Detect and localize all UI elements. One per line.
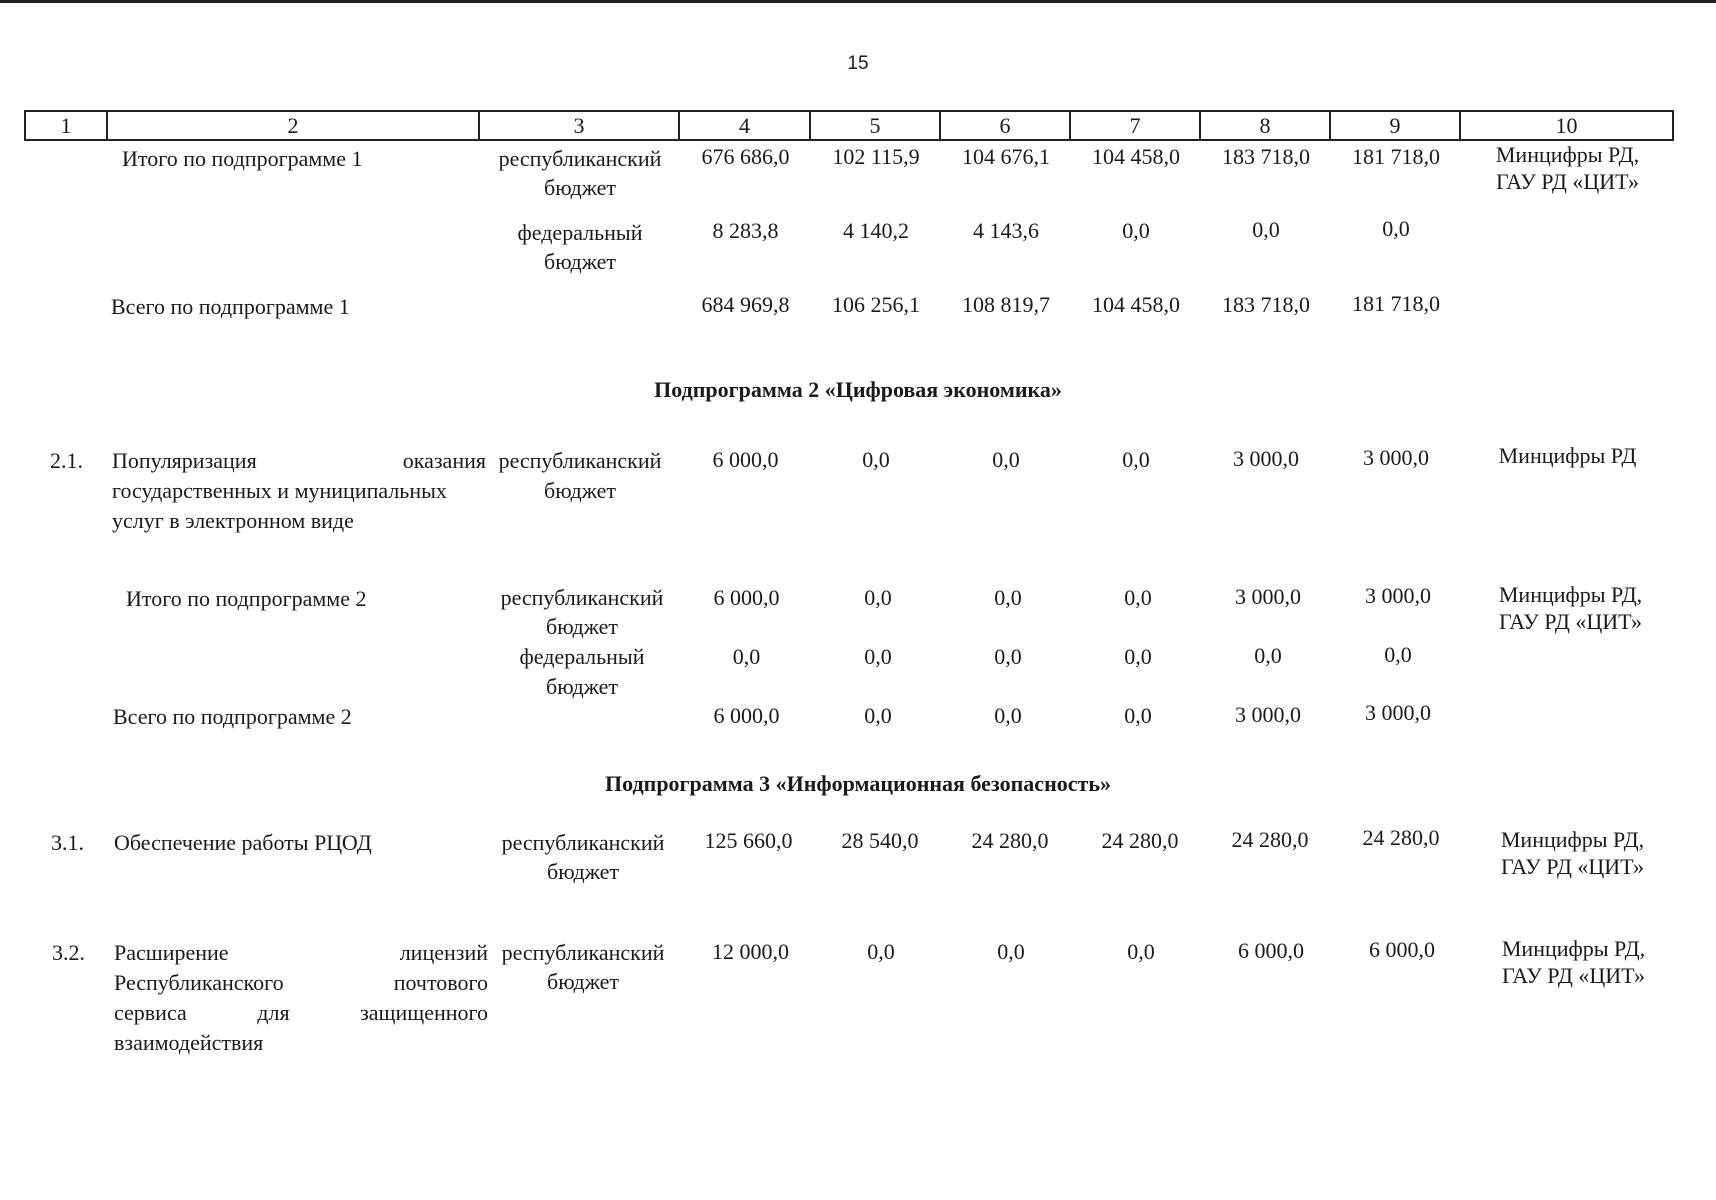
row-3-2-text-line-1 xyxy=(114,938,488,968)
row-3-2-text-line-4 xyxy=(114,1028,488,1058)
row-3-1-executor-line-1: Минцифры РД, xyxy=(1500,827,1645,852)
row-3-2-word: Республиканского xyxy=(114,970,284,995)
itogo-1-executor-line-2: ГАУ РД «ЦИТ» xyxy=(1495,169,1640,194)
column-number-header xyxy=(24,110,1674,141)
row-2-1-source-line-2: бюджет xyxy=(544,478,616,503)
itogo-2-fed-col-4: 0,0 xyxy=(732,644,761,669)
itogo-1-rep-col-8: 183 718,0 xyxy=(1222,144,1310,169)
row-3-1-col-6: 24 280,0 xyxy=(971,828,1049,853)
row-2-1-text-line-1 xyxy=(112,446,486,476)
itogo-2-fed-col-7: 0,0 xyxy=(1124,644,1152,669)
itogo-2-fed-source-line-1: федеральный xyxy=(519,644,645,669)
subprogram-2-heading: Подпрограмма 2 «Цифровая экономика» xyxy=(654,377,1062,402)
itogo-2-rep-col-7: 0,0 xyxy=(1124,585,1152,610)
header-col-2: 2 xyxy=(107,111,479,140)
row-2-1-col-5: 0,0 xyxy=(862,447,890,472)
row-3-1-source-line-2: бюджет xyxy=(547,859,619,884)
vsego-2-col-9: 3 000,0 xyxy=(1365,700,1431,725)
itogo-1-rep-col-5: 102 115,9 xyxy=(832,144,920,169)
itogo-1-rep-col-4: 676 686,0 xyxy=(701,144,790,169)
row-3-2-col-4: 12 000,0 xyxy=(712,939,789,964)
itogo-1-rep-source-line-2: бюджет xyxy=(544,175,616,200)
itogo-1-fed-col-8: 0,0 xyxy=(1252,217,1280,242)
row-2-1-executor: Минцифры РД xyxy=(1498,443,1637,468)
itogo-2-rep-col-9: 3 000,0 xyxy=(1365,583,1431,608)
itogo-2-rep-source-line-1: республиканский xyxy=(500,585,664,610)
row-3-2-text xyxy=(114,938,488,1058)
vsego-2-label: Всего по подпрограмме 2 xyxy=(113,704,352,729)
itogo-1-fed-col-7: 0,0 xyxy=(1122,218,1150,243)
row-3-1-col-9: 24 280,0 xyxy=(1362,825,1440,850)
row-3-2-col-9: 6 000,0 xyxy=(1369,937,1435,962)
row-3-1-executor-line-2: ГАУ РД «ЦИТ» xyxy=(1500,854,1645,879)
row-2-1-number: 2.1. xyxy=(50,448,83,473)
row-3-2-word: Расширение xyxy=(114,940,229,965)
itogo-2-label: Итого по подпрограмме 2 xyxy=(126,586,367,611)
itogo-2-fed-col-5: 0,0 xyxy=(864,644,892,669)
itogo-2-rep-col-8: 3 000,0 xyxy=(1235,584,1301,609)
row-3-1-col-7: 24 280,0 xyxy=(1101,828,1179,853)
vsego-1-col-5: 106 256,1 xyxy=(832,292,920,317)
vsego-2-col-7: 0,0 xyxy=(1124,703,1152,728)
itogo-1-rep-col-7: 104 458,0 xyxy=(1092,144,1180,169)
row-3-1-col-4: 125 660,0 xyxy=(704,828,793,853)
row-3-2-source-line-2: бюджет xyxy=(547,969,619,994)
itogo-2-executor-line-1: Минцифры РД, xyxy=(1498,582,1643,607)
header-col-8: 8 xyxy=(1200,111,1330,140)
page-number: 15 xyxy=(847,53,869,74)
row-2-1-col-8: 3 000,0 xyxy=(1233,446,1299,471)
itogo-1-rep-col-6: 104 676,1 xyxy=(962,144,1050,169)
itogo-2-fed-col-8: 0,0 xyxy=(1254,643,1282,668)
row-2-1-word: оказания xyxy=(402,448,486,473)
vsego-2-col-6: 0,0 xyxy=(994,703,1022,728)
row-2-1-word: Популяризация xyxy=(112,448,257,473)
header-col-5: 5 xyxy=(810,111,940,140)
vsego-1-col-9: 181 718,0 xyxy=(1352,291,1440,316)
row-2-1-text-line-2 xyxy=(112,476,486,506)
vsego-1-col-8: 183 718,0 xyxy=(1222,292,1310,317)
itogo-2-rep-col-5: 0,0 xyxy=(864,585,892,610)
row-2-1-source-line-1: республиканский xyxy=(498,448,662,473)
row-3-2-word: почтового xyxy=(393,970,488,995)
itogo-2-rep-col-4: 6 000,0 xyxy=(713,585,780,610)
vsego-1-col-6: 108 819,7 xyxy=(962,292,1050,317)
itogo-2-fed-col-6: 0,0 xyxy=(994,644,1022,669)
vsego-2-col-5: 0,0 xyxy=(864,703,892,728)
row-2-1-col-4: 6 000,0 xyxy=(712,447,779,472)
row-3-2-word: взаимодействия xyxy=(114,1030,264,1055)
row-3-2-executor-line-2: ГАУ РД «ЦИТ» xyxy=(1501,963,1646,988)
itogo-2-executor-line-2: ГАУ РД «ЦИТ» xyxy=(1498,609,1643,634)
row-3-2-col-6: 0,0 xyxy=(997,939,1025,964)
row-3-2-word: защищенного xyxy=(360,1000,488,1025)
row-3-2-col-8: 6 000,0 xyxy=(1238,938,1304,963)
row-3-2-word: лицензий xyxy=(399,940,488,965)
row-2-1-word: государственных и муниципальных xyxy=(112,478,447,503)
header-col-6: 6 xyxy=(940,111,1070,140)
subprogram-3-heading: Подпрограмма 3 «Информационная безопасность» xyxy=(605,771,1111,796)
itogo-1-executor-line-1: Минцифры РД, xyxy=(1495,142,1640,167)
itogo-2-fed-col-9: 0,0 xyxy=(1384,642,1412,667)
header-col-7: 7 xyxy=(1070,111,1200,140)
header-col-3: 3 xyxy=(479,111,679,140)
itogo-1-fed-source-line-2: бюджет xyxy=(544,249,616,274)
row-2-1-col-9: 3 000,0 xyxy=(1363,445,1429,470)
header-col-10: 10 xyxy=(1460,111,1673,140)
row-3-1-col-8: 24 280,0 xyxy=(1231,827,1309,852)
row-2-1-text xyxy=(112,446,486,536)
row-3-2-number: 3.2. xyxy=(52,940,85,965)
itogo-1-fed-col-9: 0,0 xyxy=(1382,216,1410,241)
itogo-2-fed-source-line-2: бюджет xyxy=(546,674,618,699)
row-2-1-word: услуг в электронном виде xyxy=(112,508,354,533)
row-3-2-col-5: 0,0 xyxy=(867,939,895,964)
row-3-2-text-line-2 xyxy=(114,968,488,998)
vsego-2-col-4: 6 000,0 xyxy=(713,703,780,728)
page-top-rule xyxy=(0,0,1716,3)
row-3-2-text-line-3 xyxy=(114,998,488,1028)
itogo-1-fed-source-line-1: федеральный xyxy=(517,220,643,245)
vsego-2-col-8: 3 000,0 xyxy=(1235,702,1301,727)
itogo-1-rep-col-9: 181 718,0 xyxy=(1352,144,1440,169)
itogo-1-rep-source-line-1: республиканский xyxy=(498,146,662,171)
row-3-1-source-line-1: республиканский xyxy=(501,830,665,855)
header-col-4: 4 xyxy=(679,111,810,140)
row-2-1-col-6: 0,0 xyxy=(992,447,1020,472)
vsego-1-label: Всего по подпрограмме 1 xyxy=(111,294,350,319)
itogo-1-fed-col-5: 4 140,2 xyxy=(843,218,909,243)
row-2-1-text-line-3 xyxy=(112,506,486,536)
itogo-1-label: Итого по подпрограмме 1 xyxy=(122,146,363,171)
row-3-2-executor-line-1: Минцифры РД, xyxy=(1501,936,1646,961)
row-2-1-col-7: 0,0 xyxy=(1122,447,1150,472)
row-3-1-number: 3.1. xyxy=(51,830,84,855)
row-3-2-col-7: 0,0 xyxy=(1127,939,1155,964)
vsego-1-col-4: 684 969,8 xyxy=(701,292,790,317)
itogo-2-rep-source-line-2: бюджет xyxy=(546,614,618,639)
header-col-9: 9 xyxy=(1330,111,1460,140)
itogo-1-fed-col-4: 8 283,8 xyxy=(712,218,779,243)
row-3-2-word: для xyxy=(257,1000,290,1025)
itogo-2-rep-col-6: 0,0 xyxy=(994,585,1022,610)
row-3-1-col-5: 28 540,0 xyxy=(841,828,919,853)
itogo-1-fed-col-6: 4 143,6 xyxy=(973,218,1039,243)
vsego-1-col-7: 104 458,0 xyxy=(1092,292,1180,317)
row-3-1-text: Обеспечение работы РЦОД xyxy=(114,830,372,855)
row-3-2-word: сервиса xyxy=(114,1000,187,1025)
row-3-2-source-line-1: республиканский xyxy=(501,940,665,965)
header-col-1: 1 xyxy=(25,111,107,140)
